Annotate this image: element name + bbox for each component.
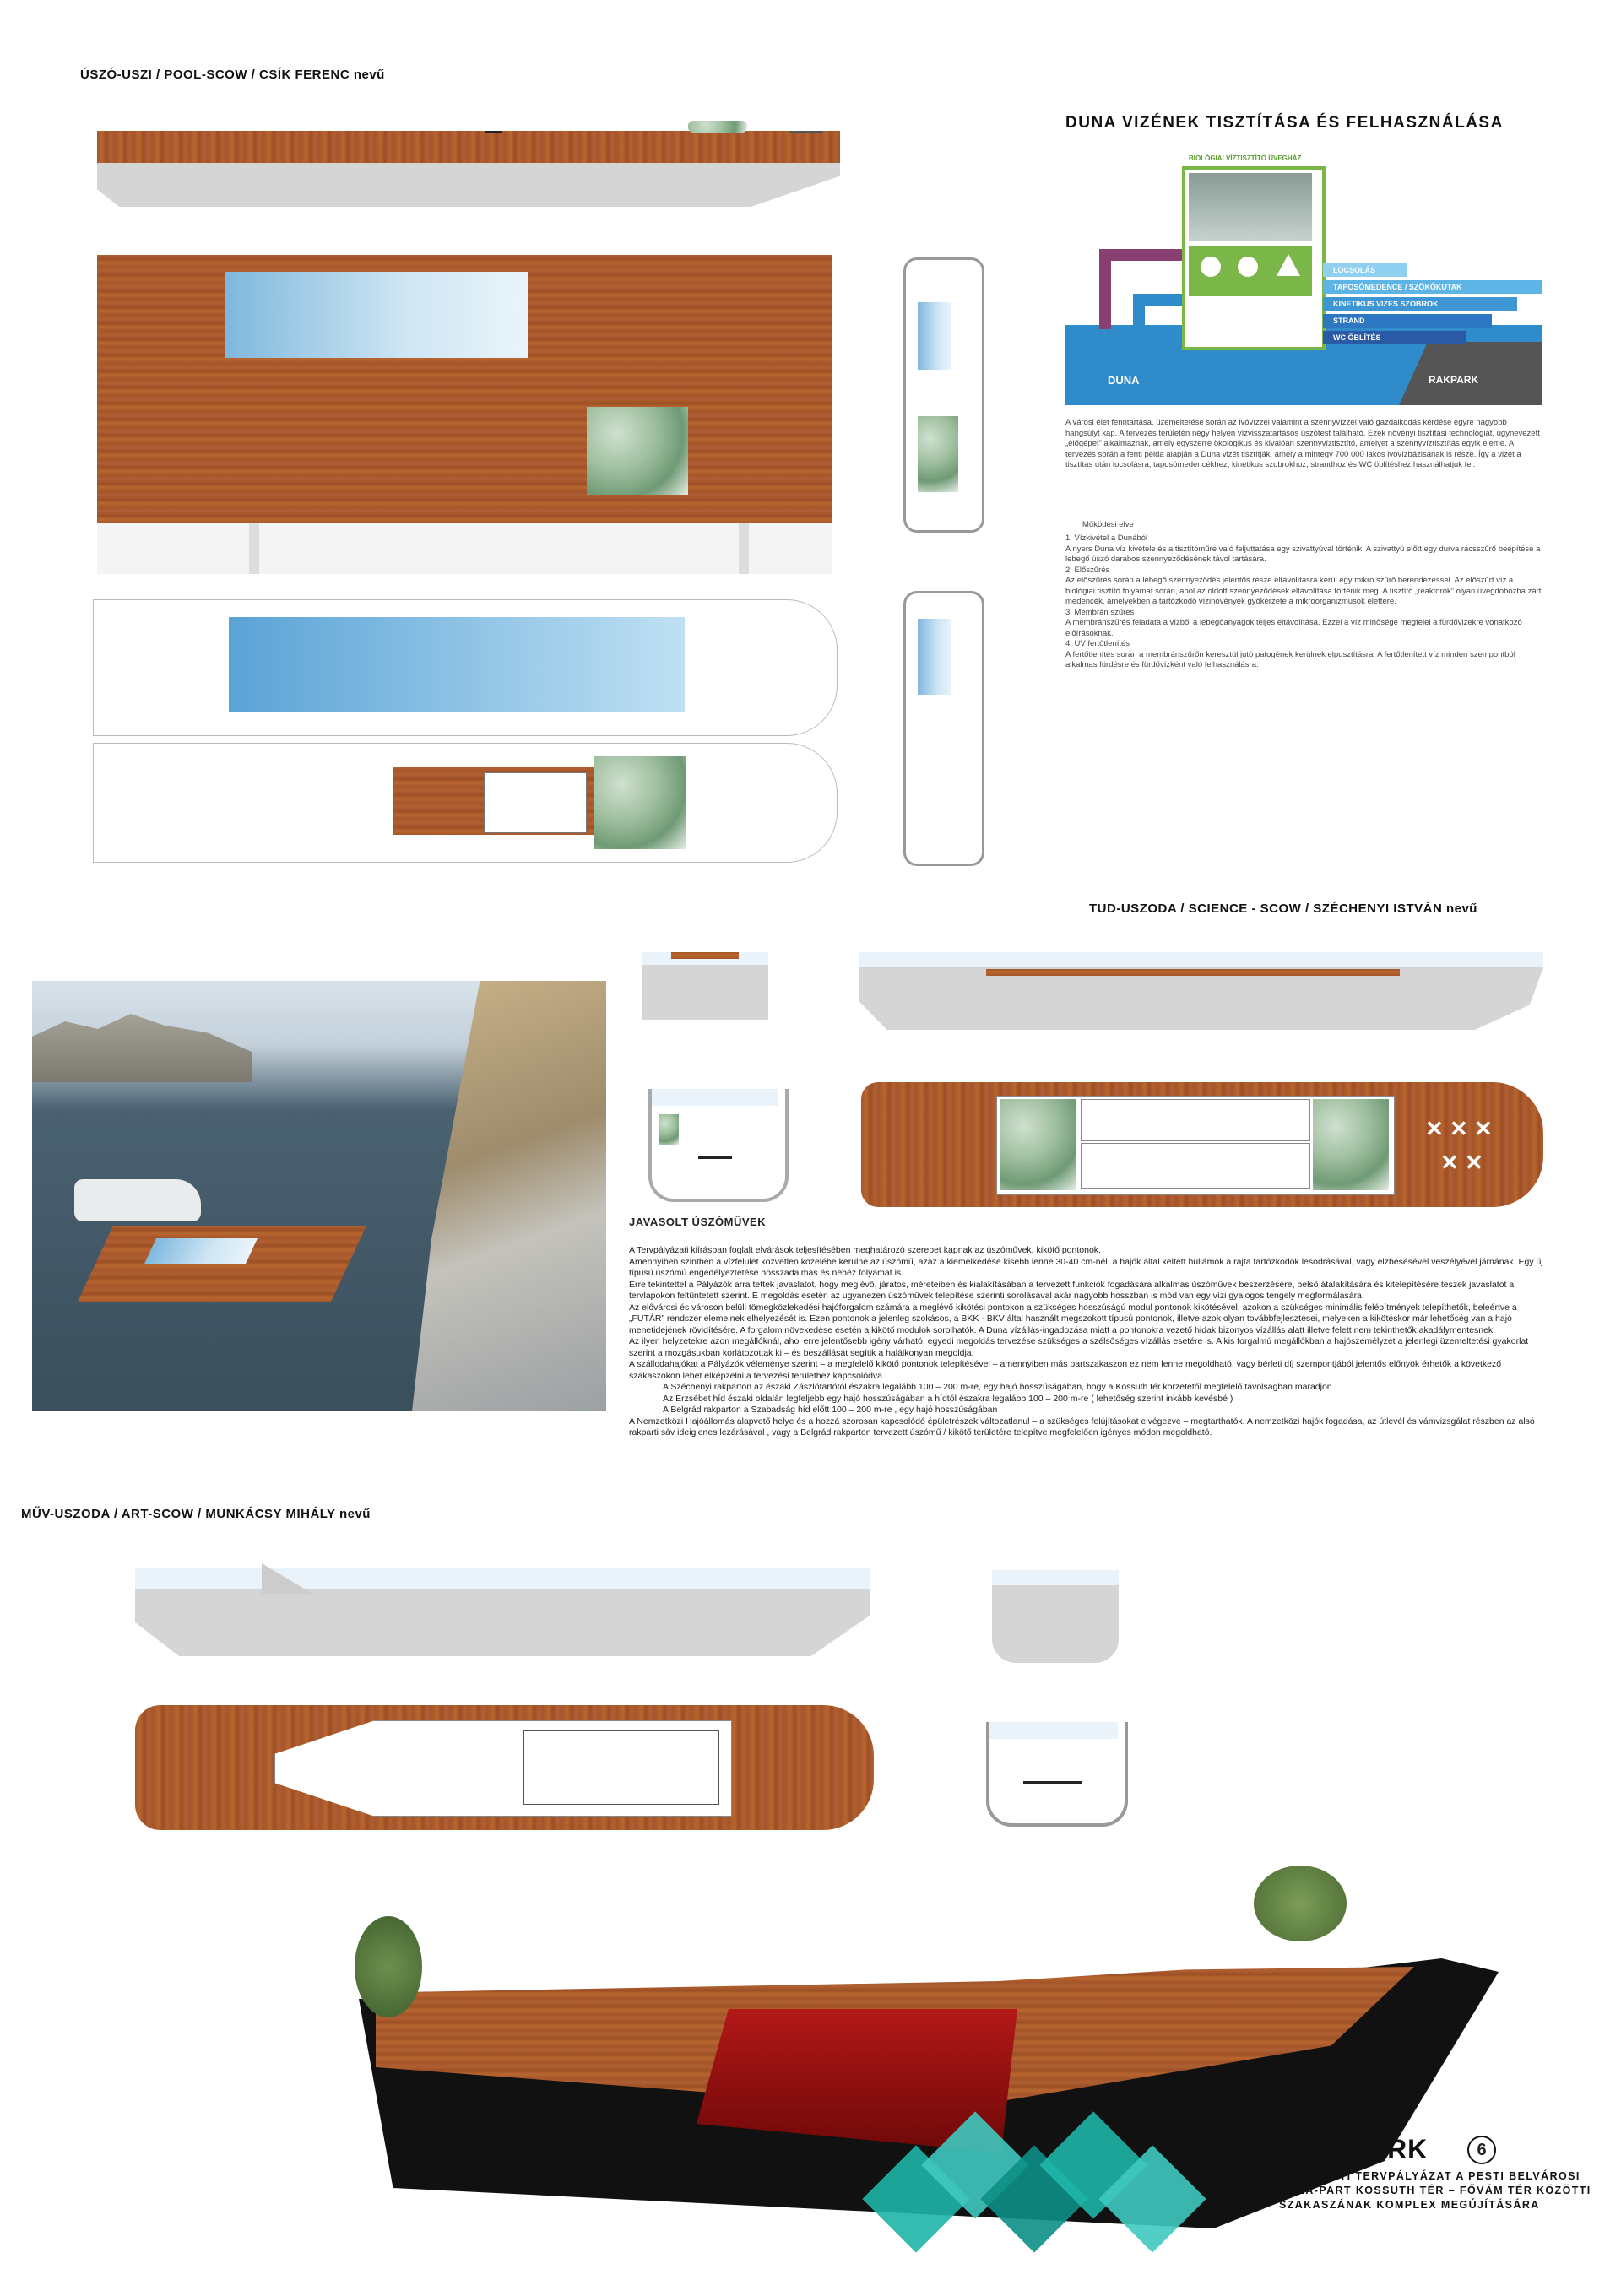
brand-name: RAK-PARK xyxy=(1279,2134,1429,2164)
pool-scow-elevation xyxy=(97,131,840,207)
greenhouse xyxy=(1182,154,1326,350)
proposal-bullet: A Széchenyi rakparton az északi Zászlótartótól északra legalább 100 – 200 m-re, egy hajó hosszúságában, hogy a Kossuth tér körzetétől megfelelő távolságban maradjon. xyxy=(663,1382,1335,1392)
pool-section-1 xyxy=(903,257,984,533)
greenhouse-label: BIOLÓGIAI VÍZTISZTÍTÓ ÜVEGHÁZ xyxy=(1189,154,1302,162)
proposal-paragraph: A Tervpályázati kiírásban foglalt elvárások teljesítésében meghatározó szerepet kapnak az úszóművek, kikötő pontonok. xyxy=(629,1245,1101,1255)
water-step: A membránszűrés feladata a vízből a lebegőanyagok teljes eltávolítása. Ezzel a víz minősége megfelel a fürdővizekre vonatkozó előírásoknak. xyxy=(1065,618,1522,638)
water-step: 1. Vízkivétel a Dunából xyxy=(1065,533,1148,543)
pool-scow-lower-plan xyxy=(93,743,838,863)
output-arrow-4: STRAND xyxy=(1323,314,1492,328)
science-scow-elevation xyxy=(859,952,1543,1030)
output-arrow-2: TAPOSÓMEDENCE / SZÖKŐKUTAK xyxy=(1323,280,1542,294)
pool-basin xyxy=(225,272,528,358)
output-arrow-3: KINETIKUS VIZES SZOBROK xyxy=(1323,297,1517,311)
pool-scow-deck-plan xyxy=(97,255,832,523)
proposal-bullet: A Belgrád rakparton a Szabadság híd előtt 100 – 200 m-re , egy hajó hosszúságában xyxy=(663,1405,998,1415)
water-diagram xyxy=(1065,144,1542,405)
water-step: 4. UV fertőtlenítés xyxy=(1065,639,1130,648)
water-step: 2. Előszűrés xyxy=(1065,565,1110,575)
brand-line: SZAKASZÁNAK KOMPLEX MEGÚJÍTÁSÁRA xyxy=(1279,2199,1540,2211)
proposal-body xyxy=(629,1245,1545,1439)
riverbank-render xyxy=(32,981,606,1411)
proposal-paragraph: Az ilyen helyzetekre azon megállóknál, ahol erre jelentősebb igény várható, egyedi megoldás tervezése szükséges a szélsőséges vízállás esetére is. A kis forgalmú megállókban a hajószemélyzet a jelenlegi üzemeltetési gyakorlat szerint a mozgásukban korlátozottak ki – és beszállását segítik a halálkonyan megoldja. xyxy=(629,1336,1529,1358)
art-scow-title: MŰV-USZODA / ART-SCOW / MUNKÁCSY MIHÁLY nevű xyxy=(21,1507,371,1521)
brand-line: DUNA-PART KOSSUTH TÉR – FŐVÁM TÉR KÖZÖTTI xyxy=(1279,2185,1591,2196)
deck-garden xyxy=(587,407,688,495)
pool-scow-piers xyxy=(97,523,832,574)
water-step: Az előszűrés során a lebegő szennyeződés jelentős része eltávolításra kerül egy mikro szűrő berendezéssel. Az előszűrt víz a biológiai tisztító folyamat során, ahol az oldott szennyeződések eltávolítása történik meg. A tisztító „reaktorok” olyan üvegdobozba zárt medencék, amelyekben a tartózkodó vízinövények gyökérzete a mikroorganizmusok élettere. xyxy=(1065,576,1542,606)
art-section-top xyxy=(992,1570,1119,1663)
water-intro-text: A városi élet fenntartása, üzemeltetése során az ivóvízzel valamint a szennyvízzel való gazdálkodás kérdése egyre nagyobb hangsúlyt kap. A tervezés területén négy helyen vízvisszatartásos úszótest található. Ezek növényi tisztítási technológiát, úgynevezett „élőgépet” alkalmaznak, amely egyszerre ökologikus és kiválóan szennyvíztisztító, amelyet a szennyvíztisztítás egyik eleme. A tervezés során a fenti példa alapján a Duna vizét tisztítják, amely a mintegy 700 000 lakos ivóvízbázisának is része. Így a vizet a tisztítás után locsolásra, taposómedencékhez, kinetikus szobrokhoz, strandhoz és WC öblítéshez használhatjuk fel. xyxy=(1065,418,1540,469)
brand-subtitle xyxy=(1279,2169,1591,2212)
water-step: 3. Membrán szűrés xyxy=(1065,607,1135,617)
science-section-small xyxy=(642,935,768,1020)
proposal-paragraph: Amennyiben szintben a vízfelület közvetlen közelébe kerülne az úszómű, azaz a kiemelkedése kisebb lenne 30-40 cm-nél, a hajók által keltett hullámok a rajta tartózkodók lesodrásával, vagy elzbesésével veszélyével járnának. Egy új típusú úszómű engedélyeztetése hosszadalmas és nehéz folyamat is. xyxy=(629,1256,1543,1278)
art-scow-elevation xyxy=(135,1563,870,1656)
pool-scow-title: ÚSZÓ-USZI / POOL-SCOW / CSÍK FERENC nevű xyxy=(80,68,385,82)
water-panel-title: DUNA VIZÉNEK TISZTÍTÁSA ÉS FELHASZNÁLÁSA xyxy=(1065,114,1504,132)
embankment-label: RAKPARK xyxy=(1429,374,1479,386)
proposal-closing: A Nemzetközi Hajóállomás alapvető helye és a hozzá szorosan kapcsolódó épületrészek változatlanul – a szükséges felújításokat elvégezve – megtarthatók. A nemzetközi hajók fogadása, az útlevél és vámvizsgálat részben az alsó rakparti sáv ideiglenes lezárásával , vagy a Belgrád rakparton tervezett úszómű / kikötő területére telepítve megfelelően igényes módon megoldható. xyxy=(629,1416,1535,1438)
rak-park-logo xyxy=(878,2127,1275,2262)
proposal-title: JAVASOLT ÚSZÓMŰVEK xyxy=(629,1216,767,1228)
output-arrow-1: LOCSOLÁS xyxy=(1323,263,1407,277)
water-step: A fertőtlenítés során a membránszűrőn keresztül jutó patogének kerülnek elpusztításra. A fertőtlenített víz minden szempontból alkalmas fürdésre és fürdővízként való felhasználásra. xyxy=(1065,649,1515,669)
science-scow-title: TUD-USZODA / SCIENCE - SCOW / SZÉCHENYI ISTVÁN nevű xyxy=(1089,902,1477,916)
proposal-paragraph: Erre tekintettel a Pályázók arra tettek javaslatot, hogy meglévő, járatos, méreteiben és kialakításában a tervezett funkciók fogadására alkalmas úszóművek beszerzésére, belső átalakítására és kitelepítésére teszek javaslatot a tervlapokon feltüntetett szerint. E megoldás esetén az ugyanezen úszóművek telepítése szerinti sorolásával akár nagyobb hosszban is mód van egy vízi gyalogos tengely megformálására. xyxy=(629,1279,1515,1301)
pool-section-2 xyxy=(903,591,984,866)
proposal-paragraph: Az elővárosi és városon belüli tömegközlekedési hajóforgalom számára a meglévő kikötési pontokon a szükséges hosszúságú modul pontonok kikötésével, azokon a szükséges minimális felépítmények telepíthetők, beleértve a „FUTÁR” rendszer elemeinek elhelyezését is. Ezen pontonok a jelenleg szokásos, a BKK - BKV által használt megszokott típusú pontonok, illetve azok olyan továbbfejlesztései, melyeken a kikötéskor már lehetőség van a hajó menetidejének rövidítésére. A forgalom növekedése esetén a kikötő modulok sorolhatók. A Duna vízállás-ingadozása miatt a pontonokra vezető hidak bizonyos vízállás alatt illetve felett nem tekinthetők akadálymentesnek. xyxy=(629,1302,1517,1335)
art-cross-section xyxy=(986,1722,1128,1827)
proposal-bullet: Az Erzsébet híd északi oldalán legfeljebb egy hajó hosszúságában a hídtól északra legalább 100 – 200 m-re ( lehetőség szerint inkább kevésbé ) xyxy=(663,1393,1233,1404)
output-arrow-5: WC ÖBLÍTÉS xyxy=(1323,331,1466,344)
brand-line: ÉPÍTÉSZETI TERVPÁLYÁZAT A PESTI BELVÁROSI xyxy=(1279,2170,1580,2182)
water-steps xyxy=(1065,533,1542,671)
water-steps-title: Működési elve xyxy=(1082,520,1134,529)
water-step: A nyers Duna víz kivétele és a tisztítóműre való feljuttatása egy szivattyúval történik. A szivattyú előtt egy durva rácsszűrő beépítése a lebegő úszó darabos szennyeződésének távol tartására. xyxy=(1065,544,1541,564)
proposal-paragraph: A szállodahajókat a Pályázók véleménye szerint – a megfelelő kikötő pontonok telepítésével – amennyiben más partszakaszon ez nem lenne megoldható, vagy bérleti díj szempontjából jelentős előnyök érhetők a következő szakaszokon lehet elképzelni a tervezési területhez kapcsolódva : xyxy=(629,1359,1502,1381)
art-scow-deck-plan xyxy=(135,1705,874,1830)
pool-scow-level-plan xyxy=(93,599,838,736)
river-label: DUNA xyxy=(1108,374,1140,387)
science-cross-section xyxy=(648,1089,789,1202)
brand-number: 6 xyxy=(1467,2136,1496,2164)
science-scow-deck-plan: ✕ ✕ ✕ ✕ ✕ xyxy=(861,1082,1543,1207)
